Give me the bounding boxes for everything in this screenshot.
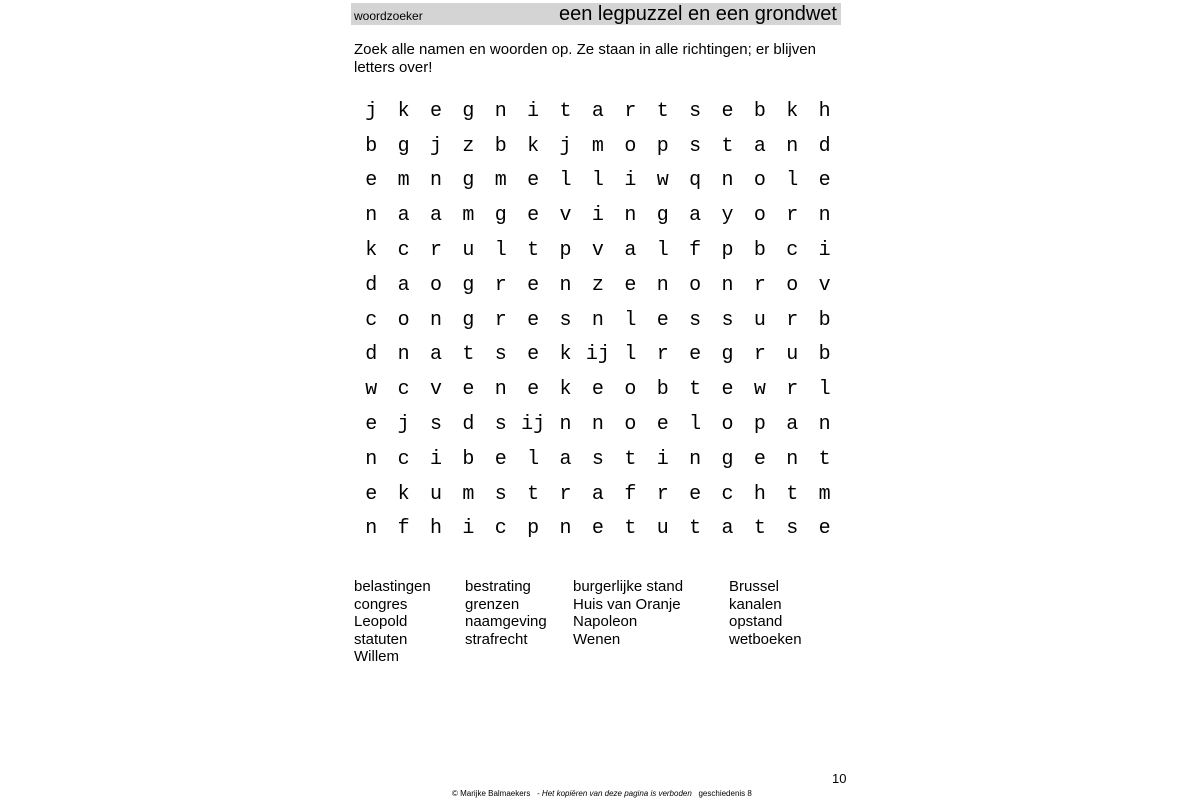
word-item: grenzen [465,595,520,613]
grid-letter: e [462,378,475,402]
grid-row [355,372,841,407]
instructions-text: Zoek alle namen en woorden op. Ze staan in alle richtingen; er blijven letters over! [354,41,816,76]
grid-letter: v [591,239,604,263]
grid-letter: c [721,482,734,506]
grid-letter: u [786,343,799,367]
grid-letter: g [462,273,475,297]
grid-letter: l [624,343,637,367]
grid-letter: n [818,413,831,437]
header-label: woordzoeker [354,9,423,23]
grid-letter: e [624,273,637,297]
grid-letter: t [624,447,637,471]
grid-letter: j [365,99,378,123]
grid-letter: l [656,239,669,263]
grid-letter: r [786,378,799,402]
grid-letter: c [494,517,507,541]
grid-letter: g [397,134,410,158]
grid-row [355,442,841,477]
grid-letter: c [397,447,410,471]
word-search-grid [355,94,841,546]
grid-letter: f [624,482,637,506]
grid-letter: n [591,308,604,332]
grid-letter: n [559,273,572,297]
grid-letter: a [397,273,410,297]
grid-letter: e [656,308,669,332]
grid-row [355,512,841,547]
grid-letter: o [689,273,702,297]
grid-letter: a [753,134,766,158]
grid-letter: k [527,134,540,158]
grid-letter: l [689,413,702,437]
word-item: bestrating [465,578,531,595]
word-item: statuten [354,630,408,648]
grid-letter: u [462,239,475,263]
word-column [729,578,802,648]
grid-letter: l [591,169,604,193]
word-column [354,578,431,666]
word-item: burgerlijke stand [573,578,684,595]
grid-letter: p [721,239,734,263]
grid-letter: e [689,343,702,367]
grid-letter: t [656,99,669,123]
grid-letter: e [527,378,540,402]
grid-row [355,164,841,199]
grid-letter: l [527,447,540,471]
grid-letter: m [462,204,475,228]
grid-letter: g [462,169,475,193]
grid-letter: a [429,343,442,367]
grid-letter: k [397,99,410,123]
grid-letter: n [494,99,507,123]
grid-letter: b [494,134,507,158]
grid-letter: r [753,273,766,297]
grid-letter: e [429,99,442,123]
grid-letter: n [365,204,378,228]
word-item: Huis van Oranje [573,595,681,613]
grid-letter: j [397,413,410,437]
grid-letter: g [721,447,734,471]
grid-letter: a [591,99,604,123]
page-title: een legpuzzel en een grondwet [559,3,837,25]
grid-letter: r [656,482,669,506]
grid-letter: k [559,343,572,367]
grid-letter: n [494,378,507,402]
grid-letter: p [559,239,572,263]
grid-letter: n [365,517,378,541]
grid-letter: e [753,447,766,471]
grid-letter: s [721,308,734,332]
grid-letter: d [818,134,831,158]
grid-letter: t [753,517,766,541]
grid-letter: i [429,447,442,471]
grid-row [355,338,841,373]
grid-row [355,268,841,303]
grid-letter: t [689,517,702,541]
grid-letter: t [818,447,831,471]
grid-letter: n [591,413,604,437]
grid-letter: w [753,378,766,402]
grid-letter: r [753,343,766,367]
grid-letter: t [462,343,475,367]
grid-letter: w [656,169,669,193]
grid-letter: i [818,239,831,263]
grid-letter: r [559,482,572,506]
grid-letter: i [462,517,475,541]
word-item: Leopold [354,613,408,630]
grid-letter: b [656,378,669,402]
grid-letter: n [624,204,637,228]
grid-letter: s [689,134,702,158]
grid-letter: j [429,134,442,158]
footer-subject: geschiedenis 8 [698,789,752,798]
grid-letter: u [753,308,766,332]
grid-letter: ij [521,413,546,437]
grid-letter: e [818,169,831,193]
header-bar [351,3,841,25]
word-item: strafrecht [465,630,528,648]
grid-letter: n [429,308,442,332]
word-column [573,578,683,648]
grid-letter: r [429,239,442,263]
grid-letter: e [527,343,540,367]
grid-letter: e [591,517,604,541]
grid-row [355,129,841,164]
grid-letter: o [786,273,799,297]
grid-letter: g [656,204,669,228]
grid-letter: e [527,204,540,228]
grid-letter: r [786,308,799,332]
grid-letter: ij [585,343,610,367]
grid-letter: v [818,273,831,297]
grid-letter: s [494,482,507,506]
grid-letter: z [591,273,604,297]
grid-letter: o [624,134,637,158]
grid-letter: c [786,239,799,263]
grid-letter: e [721,378,734,402]
grid-letter: e [721,99,734,123]
grid-letter: l [494,239,507,263]
word-item: Wenen [573,630,621,648]
grid-letter: m [397,169,410,193]
grid-letter: a [559,447,572,471]
grid-letter: e [527,273,540,297]
grid-letter: v [559,204,572,228]
grid-letter: s [559,308,572,332]
word-item: Willem [354,648,399,665]
grid-letter: s [689,308,702,332]
word-item: belastingen [354,578,431,595]
grid-letter: l [559,169,572,193]
grid-letter: k [397,482,410,506]
grid-letter: c [397,378,410,402]
grid-letter: r [624,99,637,123]
grid-letter: a [429,204,442,228]
grid-row [355,94,841,129]
grid-letter: e [494,447,507,471]
grid-letter: n [689,447,702,471]
grid-letter: e [591,378,604,402]
page-number: 10 [832,771,847,786]
grid-row [355,233,841,268]
grid-letter: t [527,239,540,263]
grid-letter: b [753,99,766,123]
grid-letter: r [494,273,507,297]
grid-letter: n [818,204,831,228]
grid-letter: e [365,413,378,437]
grid-letter: i [624,169,637,193]
grid-letter: s [689,99,702,123]
grid-letter: g [494,204,507,228]
grid-row [355,303,841,338]
word-item: opstand [729,613,783,630]
grid-letter: c [365,308,378,332]
grid-letter: e [365,482,378,506]
grid-letter: k [365,239,378,263]
grid-letter: s [494,343,507,367]
grid-letter: f [397,517,410,541]
grid-letter: t [786,482,799,506]
grid-letter: t [624,517,637,541]
grid-letter: l [786,169,799,193]
grid-letter: p [753,413,766,437]
grid-letter: t [559,99,572,123]
footer-notice: - Het kopiëren van deze pagina is verboden [537,789,692,798]
grid-letter: a [397,204,410,228]
grid-letter: r [494,308,507,332]
word-item: kanalen [729,595,782,613]
grid-letter: i [591,204,604,228]
footer-copyright: © Marijke Balmaekers [452,789,531,798]
grid-letter: m [462,482,475,506]
grid-letter: v [429,378,442,402]
word-item: Brussel [729,578,780,595]
grid-letter: g [462,308,475,332]
grid-letter: b [753,239,766,263]
grid-row [355,407,841,442]
grid-letter: a [591,482,604,506]
grid-letter: o [753,169,766,193]
grid-letter: m [818,482,831,506]
grid-letter: l [818,378,831,402]
grid-letter: h [753,482,766,506]
grid-letter: i [527,99,540,123]
grid-letter: a [689,204,702,228]
grid-letter: w [365,378,378,402]
word-item: wetboeken [729,630,802,648]
grid-letter: s [786,517,799,541]
grid-letter: g [462,99,475,123]
grid-letter: o [397,308,410,332]
grid-letter: e [527,308,540,332]
grid-letter: u [656,517,669,541]
grid-letter: q [689,169,702,193]
grid-letter: n [786,447,799,471]
grid-letter: b [365,134,378,158]
grid-letter: n [559,413,572,437]
grid-letter: o [429,273,442,297]
grid-letter: e [818,517,831,541]
grid-letter: z [462,134,475,158]
grid-letter: g [721,343,734,367]
grid-letter: h [818,99,831,123]
grid-letter: i [656,447,669,471]
grid-letter: j [559,134,572,158]
grid-letter: e [656,413,669,437]
grid-letter: d [365,273,378,297]
grid-letter: n [365,447,378,471]
grid-letter: r [656,343,669,367]
grid-letter: s [591,447,604,471]
word-column [465,578,547,648]
grid-letter: o [721,413,734,437]
grid-letter: n [656,273,669,297]
grid-letter: t [527,482,540,506]
grid-letter: o [624,378,637,402]
grid-letter: n [429,169,442,193]
grid-letter: p [656,134,669,158]
grid-letter: s [494,413,507,437]
grid-letter: h [429,517,442,541]
grid-letter: t [721,134,734,158]
grid-letter: e [689,482,702,506]
word-item: congres [354,595,408,613]
grid-letter: n [786,134,799,158]
grid-letter: d [462,413,475,437]
grid-letter: f [689,239,702,263]
grid-letter: o [624,413,637,437]
grid-letter: l [624,308,637,332]
grid-letter: n [721,273,734,297]
word-item: Napoleon [573,613,638,630]
grid-letter: b [462,447,475,471]
grid-letter: s [429,413,442,437]
grid-letter: p [527,517,540,541]
grid-letter: c [397,239,410,263]
grid-letter: t [689,378,702,402]
grid-letter: u [429,482,442,506]
grid-letter: n [559,517,572,541]
grid-letter: b [818,343,831,367]
grid-letter: b [818,308,831,332]
grid-letter: k [786,99,799,123]
grid-letter: n [397,343,410,367]
footer [452,789,752,798]
grid-letter: y [721,204,734,228]
grid-letter: m [494,169,507,193]
grid-letter: e [527,169,540,193]
grid-row [355,198,841,233]
grid-letter: a [721,517,734,541]
grid-letter: n [721,169,734,193]
word-item: naamgeving [465,613,547,630]
grid-row [355,477,841,512]
grid-letter: m [591,134,604,158]
grid-letter: a [624,239,637,263]
grid-letter: o [753,204,766,228]
grid-letter: k [559,378,572,402]
grid-letter: e [365,169,378,193]
grid-letter: d [365,343,378,367]
grid-letter: r [786,204,799,228]
grid-letter: a [786,413,799,437]
